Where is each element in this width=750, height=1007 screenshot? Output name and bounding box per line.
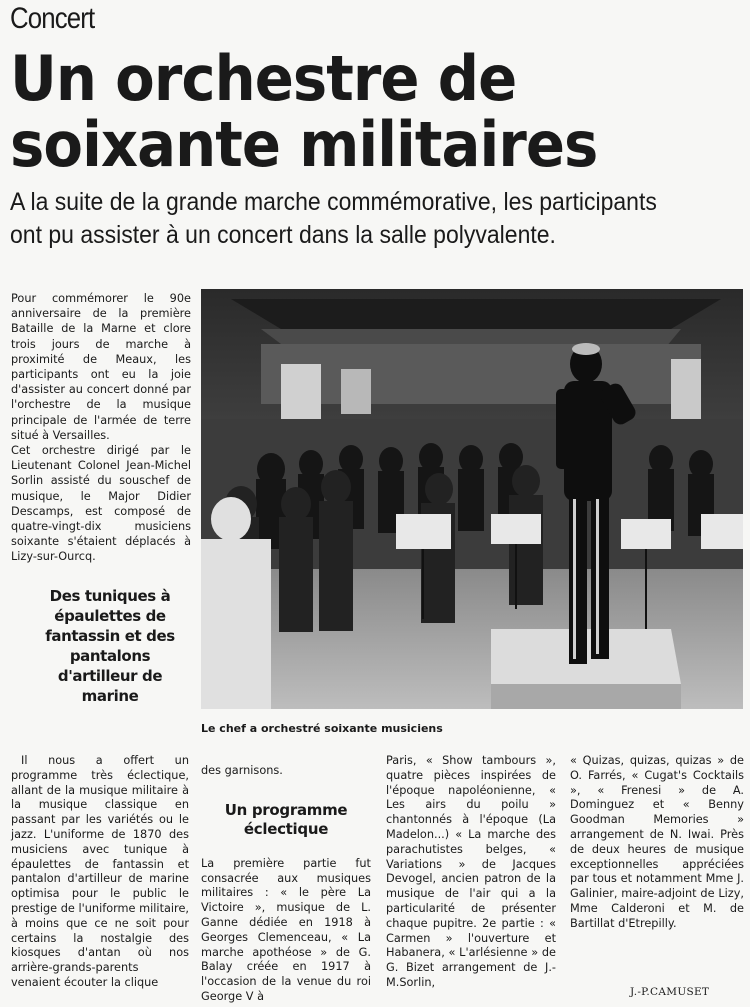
standfirst-line-2: ont pu assister à un concert dans la salle polyvalente. <box>10 221 556 249</box>
body-column-3 <box>386 754 556 991</box>
body-column-2 <box>201 754 371 1005</box>
headline-line-2: soixante militaires <box>10 108 598 181</box>
body-paragraph-4: « Quizas, quizas, quizas » de O. Farrés, « Cugat's Cocktails », « Frenesi » de A. Dominguez et « Benny Goodman Memories » arrangement de N. Iwai. Près de deux heures de musique exceptionnelles appréciées par tous et notamment Mme J. Galinier, maire-adjoint de Lizy, Mme Calderoni et M. de Bartillat d'Etrepilly. <box>570 754 744 930</box>
article-body <box>0 754 750 1007</box>
concert-photo <box>201 289 743 709</box>
photo-caption: Le chef a orchestré soixante musiciens <box>201 722 443 735</box>
author-byline: J.-P.CAMUSET <box>630 986 710 998</box>
intertitle-tuniques: Des tuniques à épaulettes de fantassin et des pantalons d'artilleur de marine <box>45 587 175 705</box>
body-column-1 <box>11 754 189 991</box>
article-headline <box>10 42 698 181</box>
intertitle-programme: Un programme éclectique <box>224 800 348 838</box>
intro-column <box>11 291 191 565</box>
body-continuation: des garnisons. <box>201 764 283 777</box>
standfirst-line-1: A la suite de la grande marche commémorative, les participants <box>10 188 657 216</box>
intro-paragraph-2: Cet orchestre dirigé par le Lieutenant Colonel Jean-Michel Sorlin assisté du souschef de musique, le Major Didier Descamps, est composé de quatre-vingt-dix musiciens soixante s'étaient déplacés à Lizy-sur-Ourcq. <box>11 444 191 564</box>
body-paragraph-2: La première partie fut consacrée aux musiques militaires : « le père La Victoire », musique de L. Ganne dédiée en 1918 à Georges Clemenceau, « La marche apothéose » de G. Balay créée en 1917 à l'occasion de la venue du roi George V à <box>201 856 371 1003</box>
body-paragraph-1: Il nous a offert un programme très éclectique, allant de la musique militaire à la musique classique en passant par les variétés ou le jazz. L'uniforme de 1870 des musiciens avec tunique à épaulettes de fantassin et pantalon d'artilleur de marine optimisa pour le public le prestige de l'uniforme militaire, à moins que ce ne soit pour certains la nostalgie des kiosques d'antan où nos arrière-grands-parents venaient écouter la clique <box>11 754 189 989</box>
body-paragraph-3: Paris, « Show tambours », quatre pièces inspirées de l'époque napoléonienne, « Les airs du poilu » chantonnés à l'époque (La Madelon...) « La marche des parachutistes belges, « Variations » de Jacques Devogel, ancien patron de la musique de l'air qui a la particularité de présenter chaque pupitre. 2e partie : « Carmen » l'ouverture et Habanera, « L'arlésienne » de G. Bizet arrangement de J.-M.Sorlin, <box>386 754 556 989</box>
intro-paragraph-1: Pour commémorer le 90e anniversaire de la première Bataille de la Marne et clore trois jours de marche à proximité de Meaux, les participants ont eu la joie d'assister au concert donné par l'orchestre de la musique principale de l'armée de terre situé à Versailles. <box>11 292 191 442</box>
section-rubric: Concert <box>10 2 95 35</box>
body-column-4 <box>570 754 744 932</box>
article-standfirst <box>10 186 691 252</box>
headline-line-1: Un orchestre de <box>10 42 517 115</box>
